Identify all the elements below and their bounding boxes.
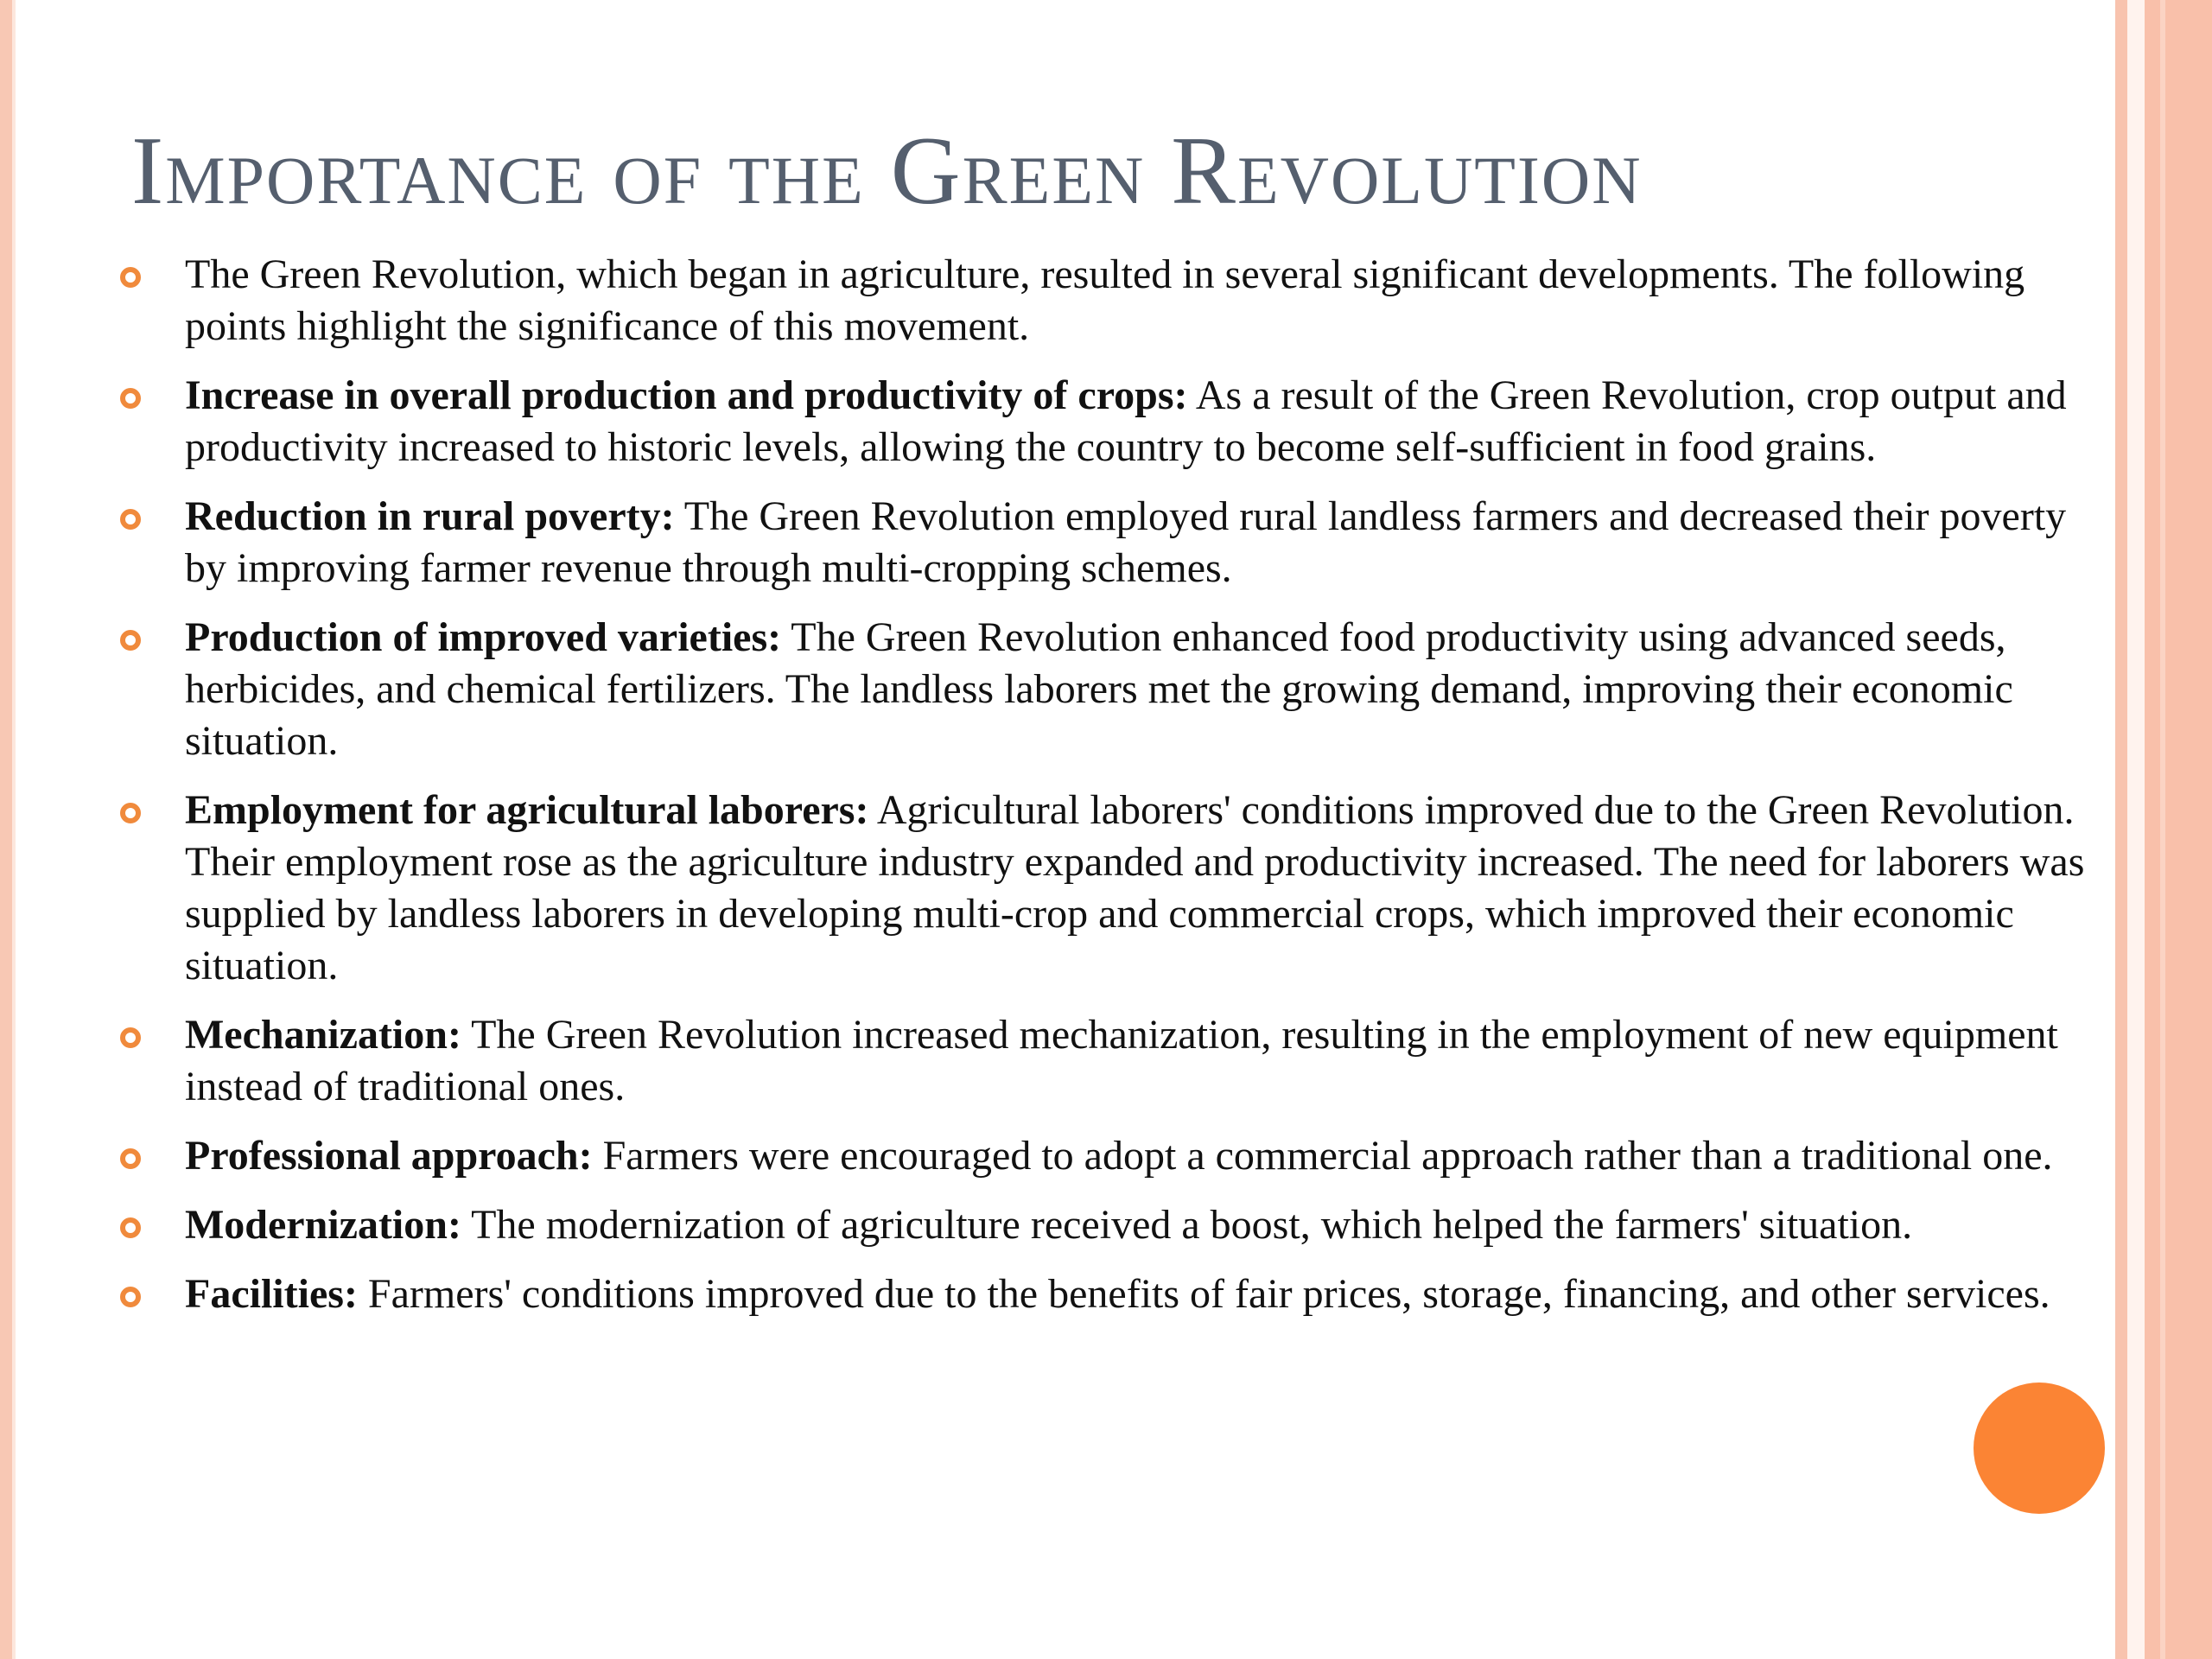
- slide-title: Importance of the Green Revolution: [131, 118, 1643, 225]
- bullet-text: Farmers' conditions improved due to the benefits of fair prices, storage, financing, and other services.: [357, 1271, 2050, 1317]
- bullet-ring-icon: [120, 267, 141, 288]
- bullet-ring-icon: [120, 803, 141, 823]
- bullet-item: [112, 249, 2091, 353]
- bullet-heading: Professional approach:: [185, 1133, 593, 1179]
- bullet-heading: Increase in overall production and productivity of crops:: [185, 372, 1188, 418]
- left-border-inner-decoration: [12, 0, 16, 1659]
- bullet-text: The Green Revolution employed rural landless farmers and decreased their poverty by improving farmer revenue through multi-cropping schemes.: [185, 493, 2067, 591]
- bullet-text: The Green Revolution enhanced food productivity using advanced seeds, herbicides, and chemical fertilizers. The landless laborers met the growing demand, improving their economic situation.: [185, 614, 2013, 764]
- bullet-ring-icon: [120, 388, 141, 409]
- right-stripe-decoration: [2115, 0, 2127, 1659]
- bullet-text: The Green Revolution increased mechanization, resulting in the employment of new equipment instead of traditional ones.: [185, 1012, 2058, 1109]
- bullet-ring-icon: [120, 1287, 141, 1307]
- right-stripe-gap-decoration: [2127, 0, 2145, 1659]
- bullet-heading: Reduction in rural poverty:: [185, 493, 675, 539]
- bullet-item: [112, 1009, 2091, 1113]
- bullet-heading: Mechanization:: [185, 1012, 461, 1058]
- bullet-item: [112, 370, 2091, 474]
- bullet-heading: Facilities:: [185, 1271, 358, 1317]
- orange-circle-decoration: [1974, 1382, 2105, 1514]
- right-stripe-highlight-decoration: [2160, 0, 2165, 1659]
- bullet-ring-icon: [120, 1217, 141, 1238]
- bullet-text: Agricultural laborers' conditions improved due to the Green Revolution. Their employment rose as the agriculture industry expanded and productivity increased. The need for laborers was supplied by landless laborers in developing multi-crop and commercial crops, which improved their economic situation.: [185, 787, 2085, 988]
- bullet-ring-icon: [120, 1027, 141, 1048]
- bullet-text: The modernization of agriculture received a boost, which helped the farmers' situation.: [461, 1202, 1913, 1248]
- right-wide-stripe-decoration: [2145, 0, 2212, 1659]
- bullet-ring-icon: [120, 630, 141, 651]
- bullet-heading: Employment for agricultural laborers:: [185, 787, 869, 833]
- bullet-item: [112, 491, 2091, 594]
- bullet-text: The Green Revolution, which began in agriculture, resulted in several significant developments. The following points highlight the significance of this movement.: [185, 251, 2025, 349]
- bullet-text: As a result of the Green Revolution, crop output and productivity increased to historic levels, allowing the country to become self-sufficient in food grains.: [185, 372, 2067, 470]
- bullet-item: [112, 1130, 2091, 1182]
- bullet-item: [112, 1199, 2091, 1251]
- bullet-list: [112, 249, 2091, 1338]
- bullet-item: [112, 1268, 2091, 1320]
- left-border-decoration: [0, 0, 12, 1659]
- bullet-item: [112, 785, 2091, 992]
- bullet-ring-icon: [120, 509, 141, 530]
- bullet-item: [112, 612, 2091, 767]
- bullet-text: Farmers were encouraged to adopt a commercial approach rather than a traditional one.: [592, 1133, 2053, 1179]
- bullet-ring-icon: [120, 1148, 141, 1169]
- bullet-heading: Production of improved varieties:: [185, 614, 782, 660]
- bullet-heading: Modernization:: [185, 1202, 461, 1248]
